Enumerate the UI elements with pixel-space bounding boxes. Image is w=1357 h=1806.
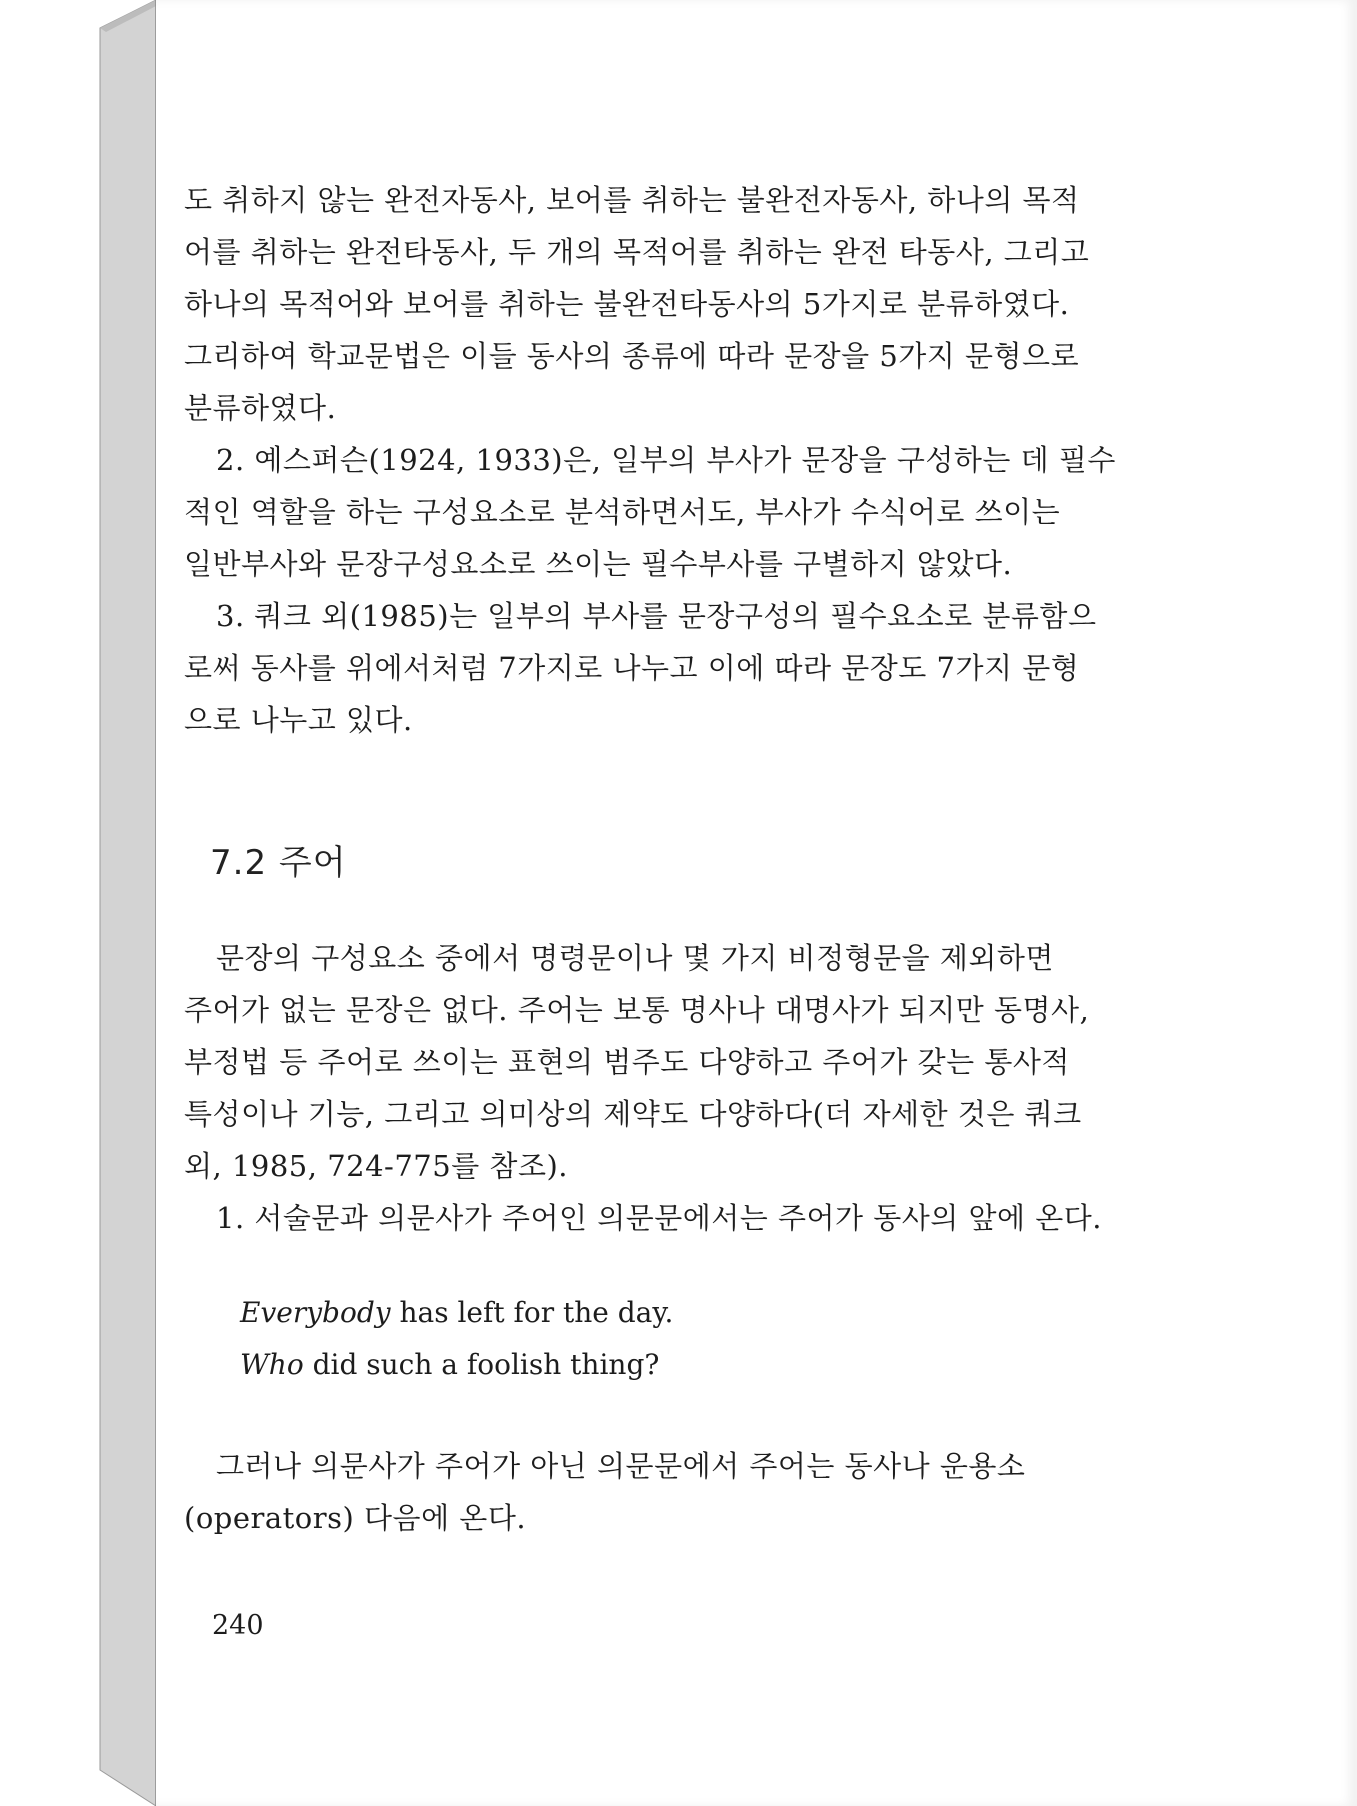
text-line: 어를 취하는 완전타동사, 두 개의 목적어를 취하는 완전 타동사, 그리고 [184, 235, 1090, 269]
text-line: 주어가 없는 문장은 없다. 주어는 보통 명사나 대명사가 되지만 동명사, [184, 993, 1090, 1027]
text-line: 3. 쿼크 외(1985)는 일부의 부사를 문장구성의 필수요소로 분류함으 [216, 599, 1097, 633]
text-line: 로써 동사를 위에서처럼 7가지로 나누고 이에 따라 문장도 7가지 문형 [184, 651, 1080, 685]
text-line: (operators) 다음에 온다. [184, 1501, 527, 1535]
text-line: 특성이나 기능, 그리고 의미상의 제약도 다양하다(더 자세한 것은 쿼크 [184, 1097, 1082, 1131]
text-line: 문장의 구성요소 중에서 명령문이나 몇 가지 비정형문을 제외하면 [216, 941, 1054, 975]
text-line: 도 취하지 않는 완전자동사, 보어를 취하는 불완전자동사, 하나의 목적 [184, 183, 1080, 217]
text-line: 2. 예스퍼슨(1924, 1933)은, 일부의 부사가 문장을 구성하는 데 필수 [216, 443, 1116, 477]
example-rest: did such a foolish thing? [303, 1348, 660, 1381]
section-heading: 7.2 주어 [210, 843, 347, 883]
text-line: 부정법 등 주어로 쓰이는 표현의 범주도 다양하고 주어가 갖는 통사적 [184, 1045, 1070, 1079]
text-line: 하나의 목적어와 보어를 취하는 불완전타동사의 5가지로 분류하였다. [184, 287, 1070, 321]
text-line: 외, 1985, 724-775를 참조). [184, 1149, 568, 1183]
text-line: 그리하여 학교문법은 이들 동사의 종류에 따라 문장을 5가지 문형으로 [184, 339, 1080, 373]
text-line: 일반부사와 문장구성요소로 쓰이는 필수부사를 구별하지 않았다. [184, 547, 1013, 581]
page-number: 240 [212, 1610, 264, 1641]
text-line: 1. 서술문과 의문사가 주어인 의문문에서는 주어가 동사의 앞에 온다. [216, 1201, 1103, 1235]
example-sentence [240, 1296, 673, 1329]
example-sentence [240, 1348, 659, 1381]
text-line: 적인 역할을 하는 구성요소로 분석하면서도, 부사가 수식어로 쓰이는 [184, 495, 1061, 529]
book-spine [0, 0, 170, 1806]
text-line: 분류하였다. [184, 391, 337, 425]
example-subject: Everybody [240, 1296, 391, 1329]
text-line: 으로 나누고 있다. [184, 703, 413, 737]
example-rest: has left for the day. [390, 1296, 674, 1329]
text-line: 그러나 의문사가 주어가 아닌 의문문에서 주어는 동사나 운용소 [216, 1449, 1026, 1483]
example-subject: Who [240, 1348, 304, 1381]
